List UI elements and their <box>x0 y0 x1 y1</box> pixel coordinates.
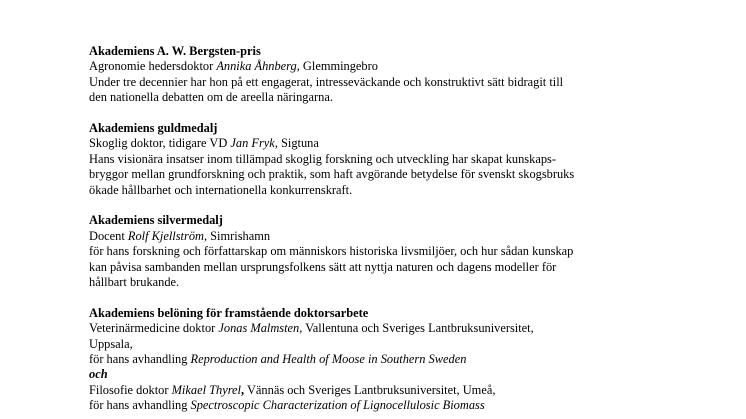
thesis-title: Reproduction and Health of Moose in Southern Sweden <box>190 352 467 367</box>
recipient-line <box>89 383 729 398</box>
award-title: Akademiens A. W. Bergsten-pris <box>89 44 261 58</box>
recipient-prefix: Veterinärmedicine doktor <box>89 321 219 336</box>
document-page <box>89 44 729 414</box>
award-title: Akademiens silvermedalj <box>89 213 223 228</box>
recipient-name: Annika Åhnberg <box>216 59 297 74</box>
recipient-line <box>89 59 729 74</box>
recipient-line <box>89 136 729 151</box>
recipient-name: Jonas Malmsten, <box>218 321 303 336</box>
recipient-prefix: Skoglig doktor, tidigare VD <box>89 136 231 151</box>
recipient-line <box>89 229 729 244</box>
thesis-line <box>89 398 729 413</box>
thesis-prefix: för hans avhandling <box>89 352 191 367</box>
award-section-silver-medal <box>89 213 729 290</box>
recipient-location: , Simrishamn <box>203 228 271 243</box>
recipient-prefix: Agronomie hedersdoktor <box>89 59 217 74</box>
recipient-name: Rolf Kjellström <box>127 228 204 243</box>
conjunction: och <box>89 367 108 382</box>
motivation-line: Hans visionära insatser inom tillämpad skoglig forskning och utveckling har skapat kunskaps- <box>89 151 556 166</box>
motivation-line: Under tre decennier har hon på ett engagerat, intresseväckande och konstruktivt sätt bidragit till <box>89 74 564 89</box>
recipient-location: Vännäs och Sveriges Lantbruksuniversitet, Umeå, <box>244 382 496 397</box>
recipient-location: , Sigtuna <box>274 136 319 151</box>
award-section-gold-medal <box>89 121 729 198</box>
recipient-location: Vallentuna och Sveriges Lantbruksuniversitet, <box>302 321 534 336</box>
motivation-line: den nationella debatten om de areella näringarna. <box>89 90 333 105</box>
thesis-line <box>89 352 729 367</box>
recipient-line <box>89 321 729 336</box>
award-section-bergsten <box>89 44 729 106</box>
motivation-line: bryggor mellan grundforskning och praktik, som haft avgörande betydelse för svenskt skogsbruks <box>89 167 575 182</box>
recipient-prefix: Docent <box>89 228 128 243</box>
award-title: Akademiens guldmedalj <box>89 121 218 136</box>
motivation-line: för hans forskning och författarskap om människors historiska livsmiljöer, och hur sådan kunskap <box>89 244 574 259</box>
recipient-name: Mikael Thyrel <box>171 382 241 397</box>
motivation-line: kan påvisa sambanden mellan ursprungsfolkens sätt att nyttja naturen och dagens modeller för <box>89 259 557 274</box>
motivation-line: ökade hållbarhet och internationella konkurrenskraft. <box>89 182 353 197</box>
motivation-line: hållbart brukande. <box>89 275 180 290</box>
thesis-prefix: för hans avhandling <box>89 398 191 413</box>
recipient-location: , Glemmingebro <box>296 59 378 74</box>
award-title: Akademiens belöning för framstående doktorsarbete <box>89 305 369 320</box>
recipient-comma: , <box>241 382 245 397</box>
recipient-prefix: Filosofie doktor <box>89 382 172 397</box>
award-section-doctoral-thesis <box>89 306 729 414</box>
recipient-location-cont: Uppsala, <box>89 336 133 351</box>
thesis-title: Spectroscopic Characterization of Lignocellulosic Biomass <box>190 398 485 413</box>
recipient-name: Jan Fryk <box>230 136 275 151</box>
